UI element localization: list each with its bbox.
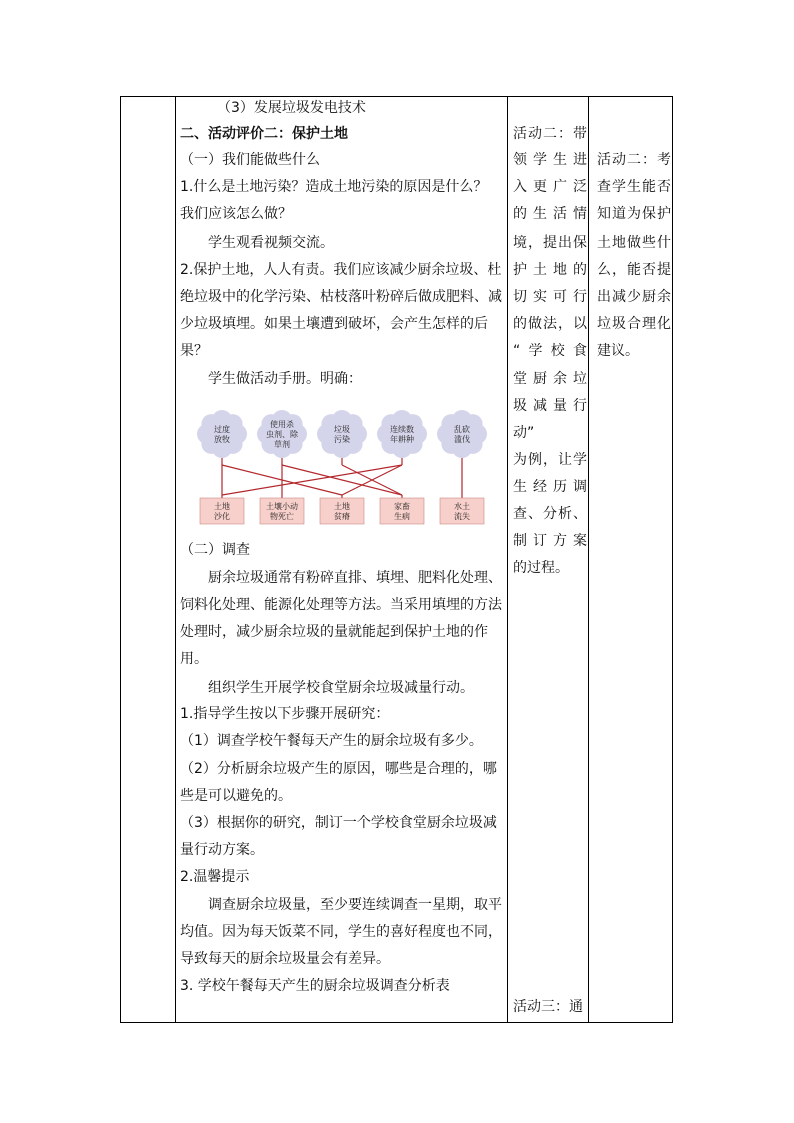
text-line: 领学生进	[513, 152, 587, 168]
text-line: 3. 学校午餐每天产生的厨余垃圾调查分析表	[180, 978, 450, 994]
text-line: 护土地的	[513, 262, 587, 278]
text-line: 境，提出保	[513, 235, 587, 251]
text-line: 导致每天的厨余垃圾量会有差异。	[180, 951, 390, 967]
lesson-table	[120, 96, 673, 1023]
text-line: 饲料化处理、能源化处理等方法。当采用填埋的方法	[180, 597, 502, 613]
effect-node	[200, 498, 244, 524]
column-divider	[175, 97, 176, 1022]
cause-label: 滥伐	[454, 435, 470, 444]
text-line: 垃圾合理化	[597, 316, 671, 332]
text-line: 入更广泛	[513, 179, 587, 195]
subsection-heading: （二）调查	[180, 542, 250, 558]
text-line: 厨余垃圾通常有粉碎直排、填埋、肥料化处理、	[208, 570, 502, 586]
text-line: 查、分析、	[513, 506, 587, 522]
effect-label: 沙化	[214, 512, 230, 521]
cause-effect-link	[222, 465, 402, 495]
effect-label: 流失	[454, 512, 470, 521]
effect-label: 家畜	[394, 502, 410, 511]
cause-node	[197, 410, 247, 458]
text-line: （3）发展垃圾发电技术	[217, 100, 366, 116]
effect-node	[260, 498, 304, 524]
cause-label: 连续数	[390, 425, 414, 434]
cause-effect-link	[282, 465, 402, 495]
effect-node	[380, 498, 424, 524]
effect-label: 贫瘠	[334, 512, 350, 521]
text-line: 少垃圾填埋。如果土壤遭到破坏，会产生怎样的后	[180, 316, 488, 332]
column-divider	[507, 97, 508, 1022]
cause-label: 年耕种	[390, 435, 414, 444]
text-line: 学生观看视频交流。	[208, 235, 334, 251]
cause-label: 虫剂、除	[266, 430, 298, 439]
text-line: 生经历调	[513, 479, 587, 495]
text-line: 堂厨余垃	[513, 371, 587, 387]
text-line: 调查厨余垃圾量，至少要连续调查一星期，取平	[208, 897, 502, 913]
effect-label: 土地	[334, 502, 350, 511]
effect-node	[440, 498, 484, 524]
subsection-heading: （一）我们能做些什么	[180, 152, 320, 168]
text-line: 为例，让学	[513, 452, 587, 468]
text-line: 查学生能否	[597, 179, 671, 195]
cause-node	[257, 410, 307, 458]
text-line: 果？	[180, 343, 208, 359]
text-line: 均值。因为每天饭菜不同，学生的喜好程度也不同，	[180, 924, 502, 940]
soil-damage-diagram	[182, 403, 502, 529]
text-line: 1.什么是土地污染？造成土地污染的原因是什么？	[180, 179, 488, 195]
cause-node	[377, 410, 427, 458]
text-line: 的生活情	[513, 206, 587, 222]
effect-label: 土地	[214, 502, 230, 511]
text-line: 土地做些什	[597, 235, 671, 251]
effect-label: 物死亡	[270, 512, 294, 521]
text-line: 2.温馨提示	[180, 869, 250, 885]
text-line: 活动二：考	[597, 152, 671, 168]
cause-label: 垃圾	[334, 425, 350, 434]
text-line: 量行动方案。	[180, 842, 264, 858]
text-line: 2.保护土地，人人有责。我们应该减少厨余垃圾、杜	[180, 262, 502, 278]
text-line: 用。	[180, 651, 208, 667]
text-line: （1）调查学校午餐每天产生的厨余垃圾有多少。	[180, 733, 483, 749]
text-line: “学校食	[513, 343, 587, 359]
text-line: 动”	[513, 425, 535, 441]
effect-label: 生病	[394, 512, 410, 521]
text-line: 绝垃圾中的化学污染、枯枝落叶粉碎后做成肥料、减	[180, 289, 502, 305]
cause-label: 草剂	[274, 440, 290, 449]
text-line: 圾减量行	[513, 398, 587, 414]
text-line: 切实可行	[513, 289, 587, 305]
text-line: 我们应该怎么做？	[180, 206, 292, 222]
effect-label: 土壤小动	[266, 502, 298, 511]
cause-label: 乱砍	[454, 425, 470, 434]
column-divider	[588, 97, 589, 1022]
text-line: 出减少厨余	[597, 289, 671, 305]
effect-node	[320, 498, 364, 524]
cause-label: 污染	[334, 435, 350, 444]
text-line: 的过程。	[513, 560, 569, 576]
text-line: （3）根据你的研究，制订一个学校食堂厨余垃圾减	[180, 815, 497, 831]
cause-label: 放牧	[214, 435, 230, 444]
text-line: 些是可以避免的。	[180, 788, 292, 804]
text-line: 学生做活动手册。明确：	[208, 371, 362, 387]
text-line: 处理时，减少厨余垃圾的量就能起到保护土地的作	[180, 624, 488, 640]
text-line: 制订方案	[513, 533, 587, 549]
cause-node	[437, 410, 487, 458]
cause-node	[317, 410, 367, 458]
text-line: （2）分析厨余垃圾产生的原因，哪些是合理的，哪	[180, 761, 497, 777]
text-line: 的做法，以	[513, 316, 587, 332]
text-line: 组织学生开展学校食堂厨余垃圾减量行动。	[208, 680, 474, 696]
text-line: 建议。	[597, 343, 639, 359]
effect-label: 水土	[454, 502, 470, 511]
cause-label: 过度	[214, 425, 230, 434]
cause-label: 使用杀	[270, 420, 294, 429]
text-line: 知道为保护	[597, 206, 671, 222]
text-line: 活动二：带	[513, 126, 587, 142]
diagram-svg	[182, 403, 502, 529]
section-heading: 二、活动评价二：保护土地	[180, 126, 348, 142]
text-line: 么，能否提	[597, 262, 671, 278]
text-line: 活动三：通	[513, 999, 583, 1015]
text-line: 1.指导学生按以下步骤开展研究：	[180, 706, 390, 722]
